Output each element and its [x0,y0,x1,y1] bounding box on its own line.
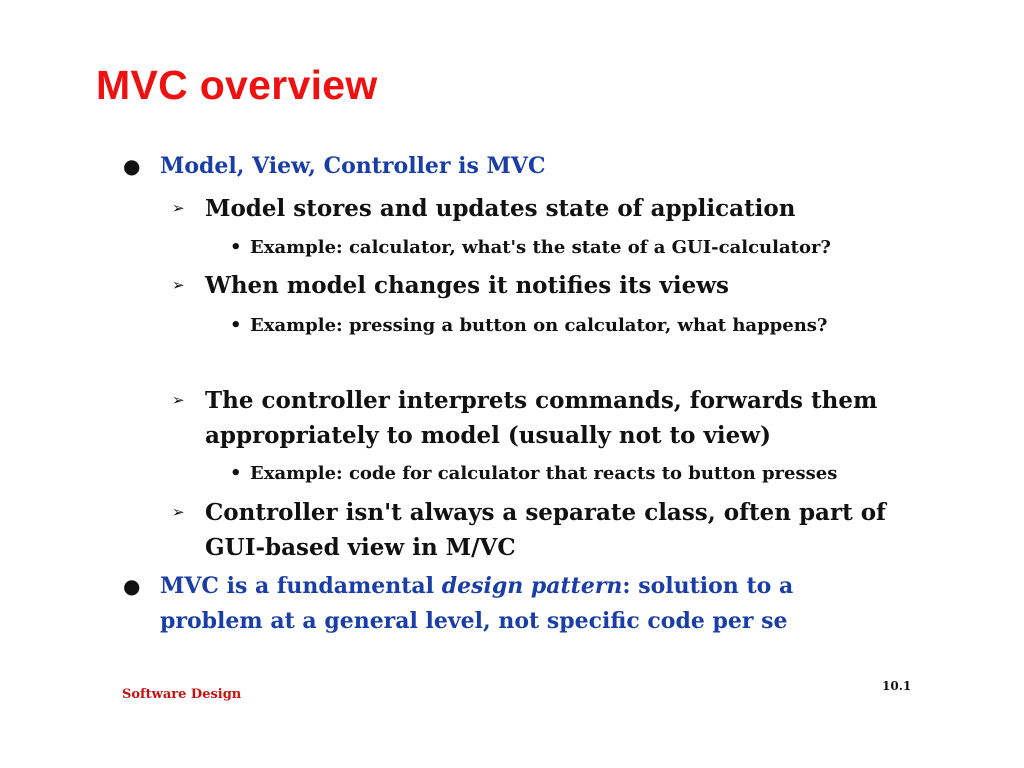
bullet-text: Model, View, Controller is MVC [160,153,546,179]
bullet-mvc-definition [123,149,546,184]
small-dot-icon: • [230,237,242,258]
footer-course-name: Software Design [122,687,242,702]
bullet-dot-icon: ● [123,574,141,598]
subbullet-text: When model changes it notifies its views [205,272,729,299]
subbullet-text: Model stores and updates state of application [205,195,796,222]
subbullet-model-stores [172,191,796,226]
subsubbullet-text: Example: pressing a button on calculator, what happens? [250,315,828,336]
subbullet-controller-interprets [172,383,878,453]
subsubbullet-button-press [230,308,828,343]
small-dot-icon: • [230,315,242,336]
subsubbullet-text: Example: code for calculator that reacts to button presses [250,463,838,484]
subsubbullet-calculator-state [230,230,831,265]
arrow-bullet-icon: ➢ [172,276,185,294]
subbullet-model-notifies [172,268,729,303]
subbullet-text-line1: Controller isn't always a separate class, often part of [205,499,886,526]
bullet-text-pre: MVC is a fundamental [160,573,442,599]
arrow-bullet-icon: ➢ [172,391,185,409]
bullet-text-line2: problem at a general level, not specific code per se [160,608,788,634]
subbullet-text-line1: The controller interprets commands, forwards them [205,387,878,414]
footer-page-number: 10.1 [882,679,912,693]
bullet-dot-icon: ● [123,154,141,178]
subsubbullet-text: Example: calculator, what's the state of a GUI-calculator? [250,237,831,258]
arrow-bullet-icon: ➢ [172,503,185,521]
slide-title: MVC overview [96,62,378,108]
bullet-text-post: : solution to a [622,573,794,599]
subbullet-controller-not-separate [172,495,886,565]
subbullet-text-line2: appropriately to model (usually not to view) [205,422,771,449]
small-dot-icon: • [230,463,242,484]
arrow-bullet-icon: ➢ [172,199,185,217]
subsubbullet-reacts-to-buttons [230,456,838,491]
bullet-design-pattern [123,569,794,639]
bullet-text-italic: design pattern [441,573,623,599]
subbullet-text-line2: GUI-based view in M/VC [205,534,516,561]
